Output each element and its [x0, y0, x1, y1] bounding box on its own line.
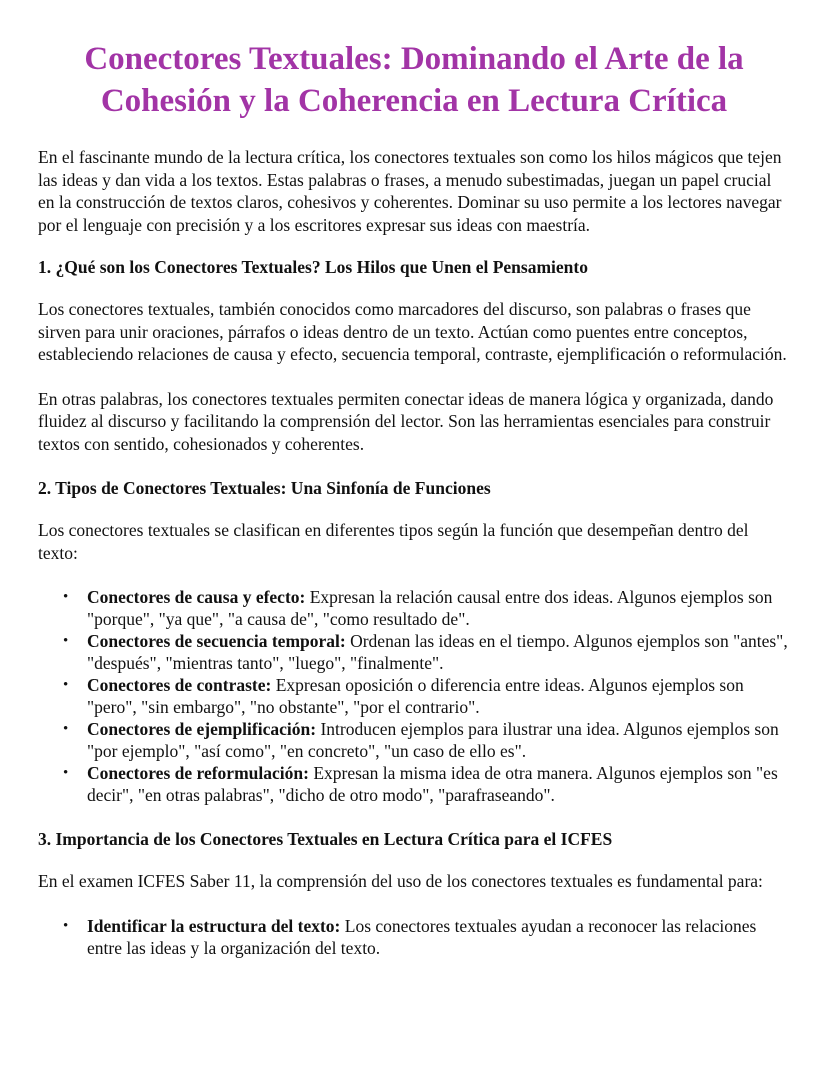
list-item	[63, 762, 790, 806]
list-item-term: Conectores de secuencia temporal:	[87, 631, 346, 651]
section-3-list	[38, 915, 790, 959]
list-item	[63, 915, 790, 959]
section-1-paragraph-2: En otras palabras, los conectores textuales permiten conectar ideas de manera lógica y organizada, dando fluidez al discurso y facilitando la comprensión del lector. Son las herramientas esenciales para construir textos con sentido, cohesionados y coherentes.	[38, 388, 774, 454]
bullet-icon: •	[63, 721, 69, 737]
page-title: Conectores Textuales: Dominando el Arte de la Cohesión y la Coherencia en Lectura Crítica	[84, 41, 744, 119]
section-3-intro: En el examen ICFES Saber 11, la comprensión del uso de los conectores textuales es fundamental para:	[38, 871, 763, 891]
bullet-icon: •	[63, 677, 69, 693]
list-item-term: Conectores de contraste:	[87, 675, 272, 695]
section-1-heading: 1. ¿Qué son los Conectores Textuales? Los Hilos que Unen el Pensamiento	[38, 257, 588, 277]
section-3-heading: 3. Importancia de los Conectores Textuales en Lectura Crítica para el ICFES	[38, 829, 613, 849]
list-item-text: Expresan la relación causal entre dos ideas. Algunos ejemplos son "porque", "ya que", "a causa de", "como resultado de".	[87, 587, 773, 629]
list-item-text: Expresan la misma idea de otra manera. Algunos ejemplos son "es decir", "en otras palabras", "dicho de otro modo", "parafraseando".	[87, 763, 778, 805]
list-item-text: Ordenan las ideas en el tiempo. Algunos ejemplos son "antes", "después", "mientras tanto", "luego", "finalmente".	[87, 631, 788, 673]
section-2-intro: Los conectores textuales se clasifican en diferentes tipos según la función que desempeñan dentro del texto:	[38, 520, 749, 563]
list-item-text: Introducen ejemplos para ilustrar una idea. Algunos ejemplos son "por ejemplo", "así como", "en concreto", "un caso de ello es".	[87, 719, 779, 761]
list-item	[63, 718, 790, 762]
bullet-icon: •	[63, 633, 69, 649]
section-1-paragraph-1: Los conectores textuales, también conocidos como marcadores del discurso, son palabras o frases que sirven para unir oraciones, párrafos o ideas dentro de un texto. Actúan como puentes entre conceptos, estableciendo relaciones de causa y efecto, secuencia temporal, contraste, ejemplificación o reformulación.	[38, 299, 787, 364]
list-item-text: Los conectores textuales ayudan a reconocer las relaciones entre las ideas y la organización del texto.	[87, 915, 757, 958]
list-item-term: Conectores de ejemplificación:	[87, 719, 317, 739]
list-item	[63, 586, 790, 630]
section-2-heading: 2. Tipos de Conectores Textuales: Una Sinfonía de Funciones	[38, 478, 491, 498]
list-item-text: Expresan oposición o diferencia entre ideas. Algunos ejemplos son "pero", "sin embargo", "no obstante", "por el contrario".	[87, 675, 744, 717]
bullet-icon: •	[63, 765, 69, 781]
bullet-icon: •	[63, 917, 69, 934]
list-item-term: Conectores de causa y efecto:	[87, 587, 306, 607]
list-item-term: Identificar la estructura del texto:	[87, 915, 341, 936]
list-item-term: Conectores de reformulación:	[87, 763, 309, 783]
intro-paragraph: En el fascinante mundo de la lectura crítica, los conectores textuales son como los hilos mágicos que tejen las ideas y dan vida a los textos. Estas palabras o frases, a menudo subestimadas, juegan un papel crucial en la construcción de textos claros, cohesivos y coherentes. Dominar su uso permite a los lectores navegar por el lenguaje con precisión y a los escritores expresar sus ideas con maestría.	[38, 147, 782, 235]
list-item	[63, 630, 790, 674]
section-2-list	[38, 586, 790, 806]
list-item	[63, 674, 790, 718]
bullet-icon: •	[63, 589, 69, 605]
